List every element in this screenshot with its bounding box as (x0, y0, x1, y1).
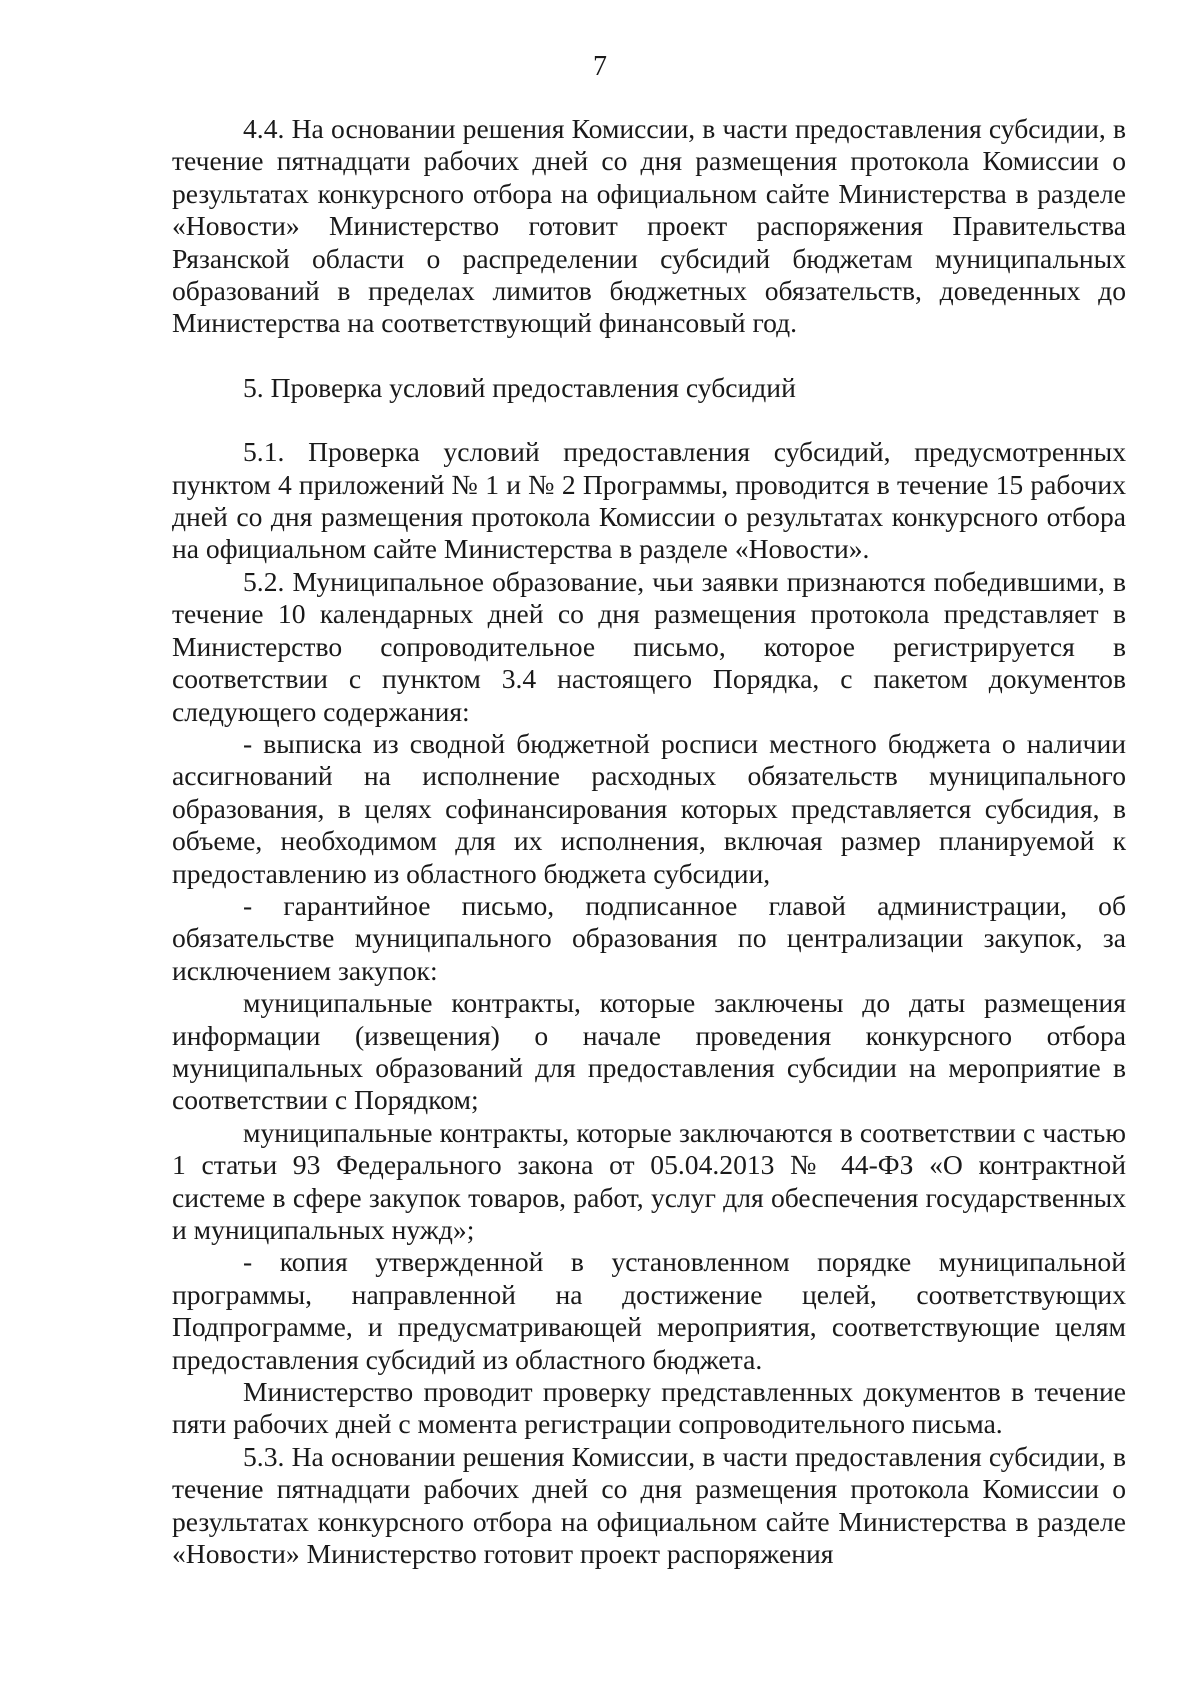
list-item-program-copy: - копия утвержденной в установленном порядке муниципальной программы, направленной на достижение целей, соответствующих Подпрограмме, и предусматривающей мероприятия, соответствующие целям предоставления субсидий из областного бюджета. (172, 1246, 1126, 1375)
document-body (172, 113, 1126, 1570)
paragraph-5-1: 5.1. Проверка условий предоставления субсидий, предусмотренных пунктом 4 приложений № 1 и № 2 Программы, проводится в течение 15 рабочих дней со дня размещения протокола Комиссии о результатах конкурсного отбора на официальном сайте Министерства в разделе «Новости». (172, 436, 1126, 565)
list-item-budget-extract: - выписка из сводной бюджетной росписи местного бюджета о наличии ассигнований на исполнение расходных обязательств муниципального образования, в целях софинансирования которых представляется субсидия, в объеме, необходимом для их исполнения, включая размер планируемой к предоставлению из областного бюджета субсидии, (172, 727, 1126, 889)
paragraph-ministry-check: Министерство проводит проверку представленных документов в течение пяти рабочих дней с момента регистрации сопроводительного письма. (172, 1376, 1126, 1440)
list-item-guarantee-letter: - гарантийное письмо, подписанное главой администрации, об обязательстве муниципального образования по централизации закупок, за исключением закупок: (172, 889, 1126, 986)
page-number: 7 (593, 51, 607, 82)
exception-contracts-article-93: муниципальные контракты, которые заключаются в соответствии с частью 1 статьи 93 Федерального закона от 05.04.2013 № 44-ФЗ «О контрактной системе в сфере закупок товаров, работ, услуг для обеспечения государственных и муниципальных нужд»; (172, 1116, 1126, 1245)
paragraph-4-4: 4.4. На основании решения Комиссии, в части предоставления субсидии, в течение пятнадцати рабочих дней со дня размещения протокола Комиссии о результатах конкурсного отбора на официальном сайте Министерства в разделе «Новости» Министерство готовит проект распоряжения Правительства Рязанской области о распределении субсидий бюджетам муниципальных образований в пределах лимитов бюджетных обязательств, доведенных до Министерства на соответствующий финансовый год. (172, 113, 1126, 339)
paragraph-5-3: 5.3. На основании решения Комиссии, в части предоставления субсидии, в течение пятнадцати рабочих дней со дня размещения протокола Комиссии о результатах конкурсного отбора на официальном сайте Министерства в разделе «Новости» Министерство готовит проект распоряжения (172, 1440, 1126, 1570)
section-heading-5: 5. Проверка условий предоставления субсидий (243, 371, 796, 403)
paragraph-5-2: 5.2. Муниципальное образование, чьи заявки признаются победившими, в течение 10 календарных дней со дня размещения протокола представляет в Министерство сопроводительное письмо, которое регистрируется в соответствии с пунктом 3.4 настоящего Порядка, с пакетом документов следующего содержания: (172, 565, 1126, 727)
exception-contracts-before-date: муниципальные контракты, которые заключены до даты размещения информации (извещения) о начале проведения конкурсного отбора муниципальных образований для предоставления субсидии на мероприятие в соответствии с Порядком; (172, 987, 1126, 1116)
